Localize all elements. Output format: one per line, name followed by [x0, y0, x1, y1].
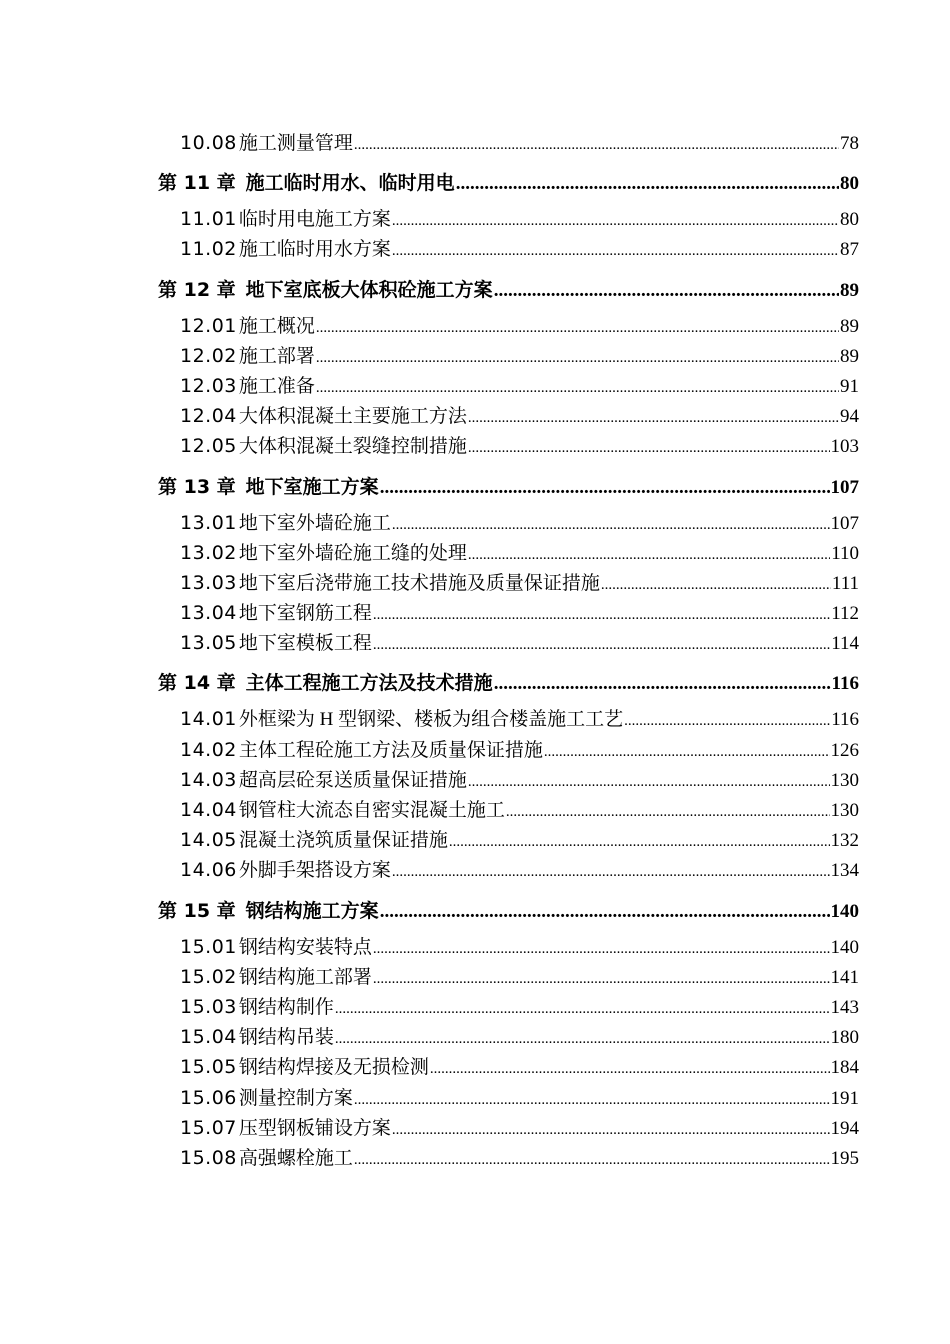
toc-page-number: 180 — [830, 1027, 859, 1049]
toc-entry-title: 地下室钢筋工程 — [238, 603, 372, 625]
toc-entry-number: 14.02 — [180, 738, 237, 761]
toc-section-entry[interactable] — [158, 508, 859, 538]
toc-entry-number: 11.01 — [180, 208, 237, 231]
toc-entry-number: 14.04 — [180, 799, 237, 821]
toc-page-number: 89 — [840, 345, 859, 367]
toc-dot-leader — [354, 137, 839, 154]
toc-page-number: 107 — [830, 476, 859, 498]
toc-dot-leader — [624, 713, 830, 730]
toc-entry-title: 施工临时用水方案 — [238, 239, 391, 261]
toc-section-entry[interactable] — [158, 992, 859, 1022]
toc-section-entry[interactable] — [158, 932, 859, 962]
toc-section-entry[interactable] — [158, 704, 859, 734]
toc-section-entry[interactable] — [158, 568, 859, 598]
toc-entry-title: 施工部署 — [238, 345, 315, 367]
toc-page-number: 116 — [831, 709, 859, 731]
toc-entry-number: 13.02 — [180, 541, 237, 564]
toc-section-entry[interactable] — [158, 1113, 859, 1143]
toc-section-entry[interactable] — [158, 765, 859, 795]
table-of-contents — [158, 128, 859, 1173]
toc-dot-leader — [380, 901, 830, 923]
toc-entry-number: 15.04 — [180, 1026, 237, 1049]
toc-entry-number: 13.03 — [180, 571, 237, 594]
toc-entry-title: 钢结构施工部署 — [238, 966, 372, 988]
toc-dot-leader — [506, 804, 830, 821]
toc-entry-title: 地下室后浇带施工技术措施及质量保证措施 — [238, 572, 600, 594]
toc-entry-number: 13.05 — [180, 632, 237, 655]
toc-section-entry[interactable] — [158, 825, 859, 855]
toc-entry-number: 第 14 章 — [158, 672, 236, 695]
toc-page-number: 130 — [830, 800, 859, 821]
toc-dot-leader — [430, 1061, 830, 1078]
toc-entry-title: 混凝土浇筑质量保证措施 — [238, 830, 448, 852]
toc-dot-leader — [373, 971, 830, 988]
toc-page-number: 184 — [830, 1057, 859, 1079]
toc-page-number: 140 — [830, 900, 859, 922]
toc-page-number: 141 — [830, 966, 859, 988]
toc-entry-number: 15.08 — [180, 1146, 237, 1169]
toc-section-entry[interactable] — [158, 341, 859, 371]
toc-entry-title: 钢结构吊装 — [238, 1027, 334, 1049]
toc-entry-title: 施工准备 — [238, 375, 315, 397]
toc-section-entry[interactable] — [158, 1022, 859, 1052]
toc-section-entry[interactable] — [158, 735, 859, 765]
toc-dot-leader — [449, 834, 830, 851]
toc-entry-number: 15.03 — [180, 995, 237, 1018]
toc-entry-number: 10.08 — [180, 132, 237, 154]
toc-section-entry[interactable] — [158, 371, 859, 401]
toc-section-entry[interactable] — [158, 1143, 859, 1173]
toc-section-entry[interactable] — [158, 1052, 859, 1082]
toc-entry-number: 14.05 — [180, 829, 237, 852]
toc-entry-number: 第 15 章 — [158, 899, 236, 922]
toc-entry-title: 地下室底板大体积砼施工方案 — [245, 278, 493, 301]
toc-page-number: 110 — [831, 542, 859, 564]
toc-entry-number: 12.03 — [180, 374, 237, 397]
toc-entry-title: 压型钢板铺设方案 — [238, 1117, 391, 1139]
toc-entry-number: 12.05 — [180, 435, 237, 458]
toc-entry-title: 钢管柱大流态自密实混凝土施工 — [238, 800, 505, 821]
toc-entry-title: 大体积混凝土主要施工方法 — [238, 406, 467, 428]
toc-dot-leader — [494, 673, 831, 695]
toc-page-number: 116 — [831, 673, 859, 695]
toc-page-number: 140 — [830, 936, 859, 958]
toc-dot-leader — [373, 607, 830, 624]
toc-entry-number: 12.04 — [180, 405, 237, 428]
toc-page-number: 134 — [830, 860, 859, 882]
toc-dot-leader — [456, 173, 839, 195]
toc-dot-leader — [335, 1031, 830, 1048]
toc-page-number: 132 — [830, 830, 859, 852]
toc-page-number: 126 — [830, 739, 859, 761]
toc-chapter-entry[interactable] — [158, 668, 859, 698]
toc-dot-leader — [316, 380, 839, 397]
toc-entry-number: 13.04 — [180, 602, 237, 625]
toc-page-number: 191 — [830, 1087, 859, 1109]
toc-section-entry[interactable] — [158, 204, 859, 234]
toc-entry-title: 外脚手架搭设方案 — [238, 860, 391, 882]
toc-entry-title: 高强螺栓施工 — [238, 1147, 353, 1169]
toc-page-number: 112 — [831, 603, 859, 625]
toc-section-entry[interactable] — [158, 538, 859, 568]
toc-dot-leader — [392, 1122, 830, 1139]
toc-page-number: 80 — [840, 209, 859, 231]
toc-dot-leader — [392, 213, 839, 230]
toc-page-number: 89 — [840, 279, 859, 301]
toc-entry-number: 15.01 — [180, 935, 237, 958]
toc-entry-number: 11.02 — [180, 238, 237, 261]
toc-page-number: 78 — [840, 133, 859, 154]
toc-dot-leader — [380, 477, 830, 499]
toc-entry-number: 13.01 — [180, 511, 237, 534]
toc-chapter-entry[interactable] — [158, 472, 859, 502]
toc-page-number: 107 — [830, 512, 859, 534]
toc-dot-leader — [316, 320, 839, 337]
toc-entry-number: 12.01 — [180, 314, 237, 337]
toc-section-entry[interactable] — [158, 855, 859, 885]
toc-entry-title: 外框梁为 H 型钢梁、楼板为组合楼盖施工工艺 — [238, 709, 624, 731]
toc-entry-title: 临时用电施工方案 — [238, 209, 391, 231]
toc-dot-leader — [373, 941, 830, 958]
toc-entry-title: 主体工程施工方法及技术措施 — [245, 672, 493, 695]
toc-entry-title: 地下室外墙砼施工 — [238, 512, 391, 534]
toc-dot-leader — [544, 744, 830, 761]
toc-entry-number: 14.06 — [180, 859, 237, 882]
toc-entry-number: 第 11 章 — [158, 172, 236, 195]
toc-section-entry[interactable] — [158, 128, 859, 158]
toc-page-number: 80 — [840, 173, 859, 195]
toc-entry-number: 15.05 — [180, 1056, 237, 1079]
toc-dot-leader — [468, 440, 830, 457]
toc-section-entry[interactable] — [158, 1083, 859, 1113]
toc-entry-title: 大体积混凝土裂缝控制措施 — [238, 436, 467, 458]
toc-entry-number: 15.07 — [180, 1116, 237, 1139]
toc-page-number: 91 — [840, 375, 859, 397]
toc-dot-leader — [392, 864, 830, 881]
toc-page-number: 94 — [840, 406, 859, 428]
toc-dot-leader — [335, 1001, 830, 1018]
toc-dot-leader — [373, 637, 830, 654]
toc-entry-title: 地下室模板工程 — [238, 633, 372, 655]
toc-chapter-entry[interactable] — [158, 275, 859, 305]
toc-entry-title: 地下室施工方案 — [245, 475, 379, 498]
toc-dot-leader — [354, 1092, 830, 1109]
toc-entry-title: 施工临时用水、临时用电 — [245, 172, 455, 195]
toc-chapter-entry[interactable] — [158, 896, 859, 926]
toc-dot-leader — [392, 517, 830, 534]
toc-dot-leader — [468, 547, 830, 564]
toc-page-number: 87 — [840, 239, 859, 261]
toc-dot-leader — [468, 410, 839, 427]
toc-entry-number: 15.02 — [180, 965, 237, 988]
toc-dot-leader — [468, 774, 830, 791]
toc-entry-number: 14.03 — [180, 768, 237, 791]
toc-page-number: 195 — [830, 1147, 859, 1169]
toc-entry-title: 测量控制方案 — [238, 1087, 353, 1109]
toc-section-entry[interactable] — [158, 311, 859, 341]
toc-entry-title: 钢结构制作 — [238, 996, 334, 1018]
toc-entry-title: 主体工程砼施工方法及质量保证措施 — [238, 739, 543, 761]
toc-section-entry[interactable] — [158, 795, 859, 825]
toc-dot-leader — [601, 577, 831, 594]
toc-page-number: 130 — [830, 769, 859, 791]
toc-entry-number: 12.02 — [180, 344, 237, 367]
toc-section-entry[interactable] — [158, 962, 859, 992]
toc-entry-title: 超高层砼泵送质量保证措施 — [238, 769, 467, 791]
toc-entry-title: 钢结构焊接及无损检测 — [238, 1057, 429, 1079]
toc-section-entry[interactable] — [158, 234, 859, 264]
toc-section-entry[interactable] — [158, 598, 859, 628]
toc-entry-number: 第 12 章 — [158, 278, 236, 301]
toc-dot-leader — [354, 1152, 830, 1169]
toc-page-number: 143 — [830, 996, 859, 1018]
toc-section-entry[interactable] — [158, 431, 859, 461]
toc-page-number: 103 — [830, 436, 859, 458]
toc-dot-leader — [392, 243, 839, 260]
toc-section-entry[interactable] — [158, 628, 859, 658]
toc-section-entry[interactable] — [158, 401, 859, 431]
toc-entry-number: 第 13 章 — [158, 475, 236, 498]
toc-page-number: 114 — [831, 633, 859, 655]
toc-entry-number: 15.06 — [180, 1086, 237, 1109]
toc-dot-leader — [316, 350, 839, 367]
toc-page-number: 89 — [840, 315, 859, 337]
toc-entry-title: 钢结构施工方案 — [245, 899, 379, 922]
toc-entry-title: 地下室外墙砼施工缝的处理 — [238, 542, 467, 564]
toc-page-number: 111 — [831, 572, 859, 594]
toc-dot-leader — [494, 280, 839, 302]
toc-entry-title: 钢结构安装特点 — [238, 936, 372, 958]
toc-chapter-entry[interactable] — [158, 168, 859, 198]
toc-entry-number: 14.01 — [180, 708, 237, 731]
toc-page-number: 194 — [830, 1117, 859, 1139]
toc-entry-title: 施工测量管理 — [238, 133, 353, 154]
toc-entry-title: 施工概况 — [238, 315, 315, 337]
